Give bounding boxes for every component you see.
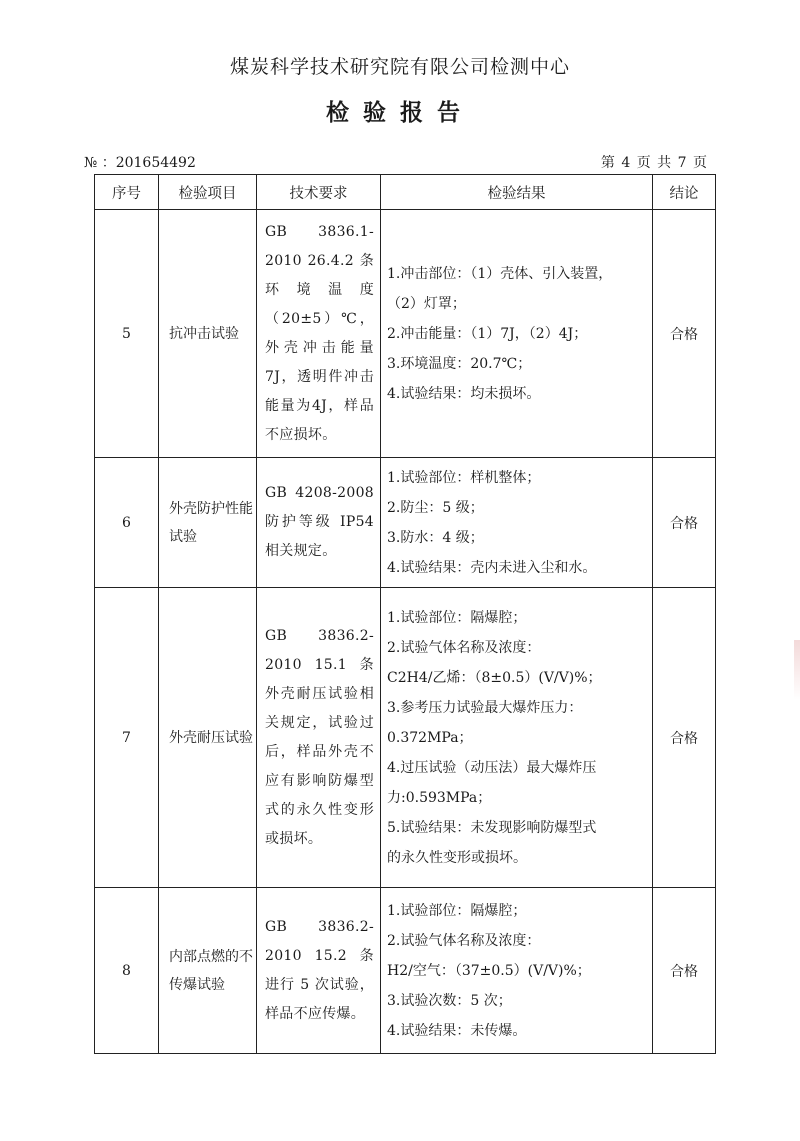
row-requirement: GB 4208-2008 防护等级 IP54 相关规定。 [257,458,381,588]
row-item: 外壳耐压试验 [159,588,257,888]
row-results [381,210,653,458]
row-requirement: GB 3836.2-2010 15.1 条 外壳耐压试验相关规定，试验过后，样品外壳不应有影响防爆型式的永久性变形或损坏。 [257,588,381,888]
result-line: 2.试验气体名称及浓度： [387,932,541,949]
row-results [381,588,653,888]
result-line: 3.防水：4 级； [387,529,484,546]
result-line: 5.试验结果：未发现影响防爆型式 [387,819,597,836]
organization-name: 煤炭科学技术研究院有限公司检测中心 [229,56,570,78]
row-requirement: GB 3836.2-2010 15.2 条 进行 5 次试验，样品不应传爆。 [257,888,381,1054]
page-info: 第 4 页 共 7 页 [600,155,708,171]
result-line: 2.防尘：5 级； [387,499,484,516]
row-results [381,458,653,588]
table-header-row [95,175,716,210]
report-title: 检验报告 [326,99,474,126]
col-header-conclusion: 结论 [653,175,716,210]
row-number: 8 [95,888,159,1054]
col-header-no: 序号 [95,175,159,210]
result-line: 0.372MPa； [387,729,473,746]
col-header-requirement: 技术要求 [257,175,381,210]
table-row [95,458,716,588]
result-line: 1.试验部位：隔爆腔； [387,902,527,919]
result-line: 1.试验部位：隔爆腔； [387,609,527,626]
table-row [95,888,716,1054]
result-line: 4.试验结果：均未损坏。 [387,385,541,402]
result-line: 3.环境温度：20.7℃； [387,355,532,372]
inspection-table [94,174,716,1054]
row-number: 6 [95,458,159,588]
table-row [95,210,716,458]
table-row [95,588,716,888]
row-conclusion: 合格 [653,458,716,588]
page-edge-stamp [794,640,800,700]
row-conclusion: 合格 [653,210,716,458]
result-line: 1.冲击部位：（1）壳体、引入装置， [387,265,613,282]
result-line: H2/空气：（37±0.5）(V/V)%； [387,962,591,979]
result-line: 的永久性变形或损坏。 [387,849,527,866]
row-results [381,888,653,1054]
col-header-result: 检验结果 [381,175,653,210]
result-line: 2.冲击能量：（1）7J，（2）4J； [387,325,588,342]
result-line: 2.试验气体名称及浓度： [387,639,541,656]
result-line: 4.过压试验（动压法）最大爆炸压 [387,759,597,776]
result-line: C2H4/乙烯：（8±0.5）(V/V)%； [387,669,602,686]
result-line: 4.试验结果：壳内未进入尘和水。 [387,559,597,576]
result-line: 3.试验次数：5 次； [387,992,512,1009]
report-number: № ：201654492 [84,155,196,171]
row-item: 外壳防护性能试验 [159,458,257,588]
row-item: 内部点燃的不传爆试验 [159,888,257,1054]
col-header-item: 检验项目 [159,175,257,210]
result-line: 3.参考压力试验最大爆炸压力： [387,699,583,716]
row-conclusion: 合格 [653,588,716,888]
result-line: 力:0.593MPa； [387,789,492,806]
row-number: 7 [95,588,159,888]
row-requirement: GB 3836.1-2010 26.4.2 条环境温度（20±5）℃，外壳冲击能量7J，透明件冲击能量为4J，样品不应损坏。 [257,210,381,458]
result-line: （2）灯罩； [387,295,466,312]
row-number: 5 [95,210,159,458]
row-item: 抗冲击试验 [159,210,257,458]
row-conclusion: 合格 [653,888,716,1054]
result-line: 4.试验结果：未传爆。 [387,1022,527,1039]
result-line: 1.试验部位：样机整体； [387,469,541,486]
